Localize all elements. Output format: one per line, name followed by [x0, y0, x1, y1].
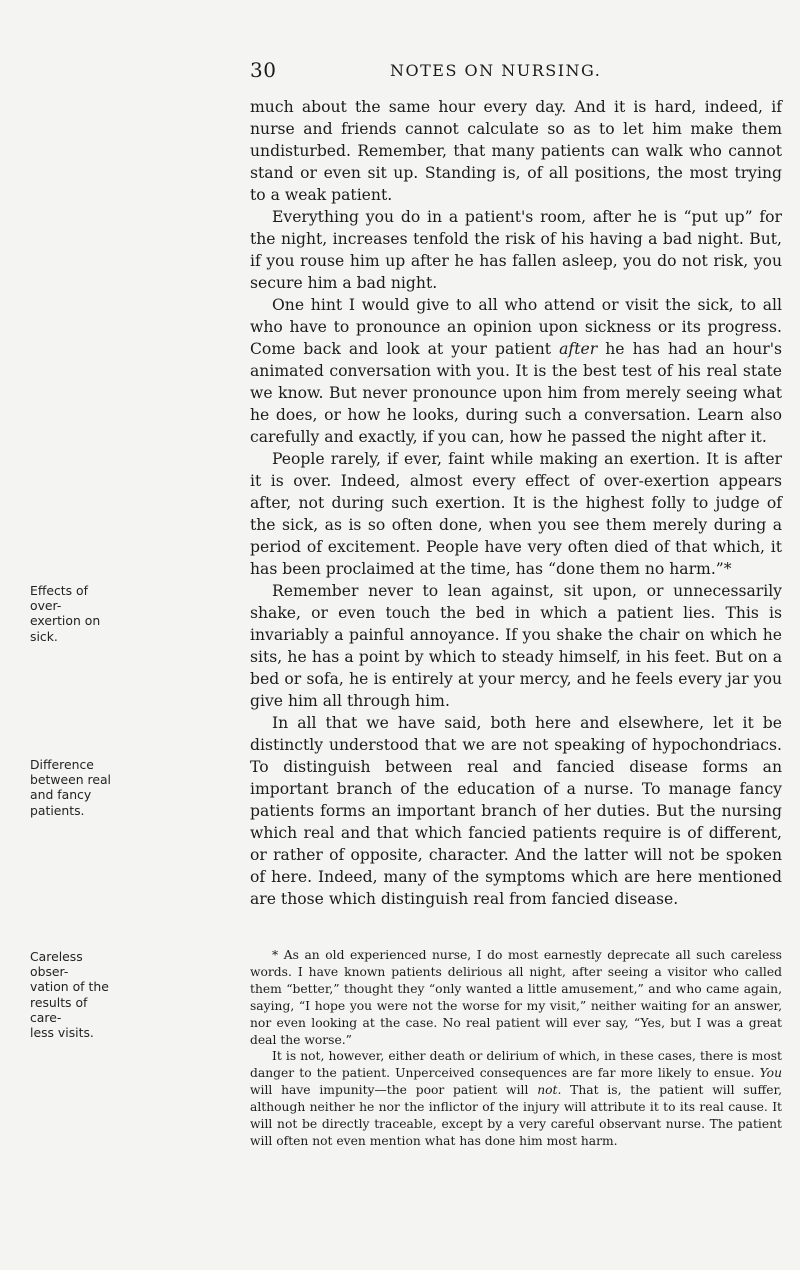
paragraph-text: he has had an hour's animated conversation with you. It is the best test of his real state we know. But never pronounce upon him from merely seeing what he does, or how he looks, during such a conversation. Learn also carefully and exactly, if you can, how he passed the night after it.	[250, 340, 783, 446]
paragraph	[250, 294, 782, 448]
running-head: NOTES ON NURSING.	[390, 61, 602, 80]
page-header	[250, 58, 770, 82]
emphasis-not: not	[537, 1083, 558, 1098]
footnote-text: will have impunity—the poor patient will	[250, 1083, 529, 1098]
footnote	[250, 947, 782, 1150]
page-number: 30	[250, 58, 277, 82]
footnote-paragraph: * As an old experienced nurse, I do most earnestly deprecate all such careless words. I have known patients delirious all night, after seeing a visitor who called them “better,” thought they “only wanted a little amusement,” and who came again, saying, “I hope you were not the worse for my visit,” neither waiting for an answer, nor even looking at the case. No real patient will ever say, “Yes, but I was a great deal the worse.”	[250, 948, 782, 1047]
paragraph: People rarely, if ever, faint while making an exertion. It is after it is over. Indeed, almost every effect of over-exertion appears after, not during such exertion. It is the highest folly to judge of the sick, as is so often done, when you see them merely during a period of excitement. People have very often died of that which, it has been proclaimed at the time, has “done them no harm.”*	[250, 450, 782, 578]
emphasis-you: You	[759, 1066, 782, 1081]
footnote-paragraph	[250, 1048, 782, 1149]
paragraph-text: One hint I would give to all who attend or visit the sick, to all who have to pronounce an opinion upon sickness or its progress. Come back and look at your patient	[250, 296, 782, 358]
body-text	[250, 96, 782, 910]
footnote-text: It is not, however, either death or delirium of which, in these cases, there is most danger to the patient. Unperceived consequences are far more likely to ensue.	[250, 1049, 782, 1081]
side-note-careless-visits: Careless obser- vation of the results of care- less visits.	[30, 949, 109, 1041]
paragraph: much about the same hour every day. And it is hard, indeed, if nurse and friends cannot calculate so as to let him make them undisturbed. Remember, that many patients can walk who cannot stand or even sit up. Standing is, of all positions, the most trying to a weak patient.	[250, 98, 782, 204]
paragraph: Everything you do in a patient's room, after he is “put up” for the night, increases tenfold the risk of his having a bad night. But, if you rouse him up after he has fallen asleep, you do not risk, you secure him a bad night.	[250, 208, 782, 292]
emphasis-after: after	[559, 340, 598, 358]
side-note-over-exertion: Effects of over- exertion on sick.	[30, 583, 101, 644]
paragraph: Remember never to lean against, sit upon, or unnecessarily shake, or even touch the bed in which a patient lies. This is invariably a painful annoyance. If you shake the chair on which he sits, he has a point by which to steady himself, in his feet. But on a bed or sofa, he is entirely at your mercy, and he feels every jar you give him all through him.	[250, 582, 782, 710]
footnote-text: . That is, the patient will suffer, although neither he nor the inflictor of the injury will attribute it to its real cause. It will not be directly traceable, except by a very careful observant nurse. The patient will often not even mention what has done him most harm.	[250, 1083, 782, 1148]
paragraph: In all that we have said, both here and elsewhere, let it be distinctly understood that we are not speaking of hypochondriacs. To distinguish between real and fancied disease forms an important branch of the education of a nurse. To manage fancy patients forms an important branch of her duties. But the nursing which real and that which fancied patients require is of different, or rather of opposite, character. And the latter will not be spoken of here. Indeed, many of the symptoms which are here mentioned are those which distinguish real from fancied disease.	[250, 714, 782, 908]
side-note-real-and-fancy-patients: Difference between real and fancy patients.	[30, 757, 111, 818]
